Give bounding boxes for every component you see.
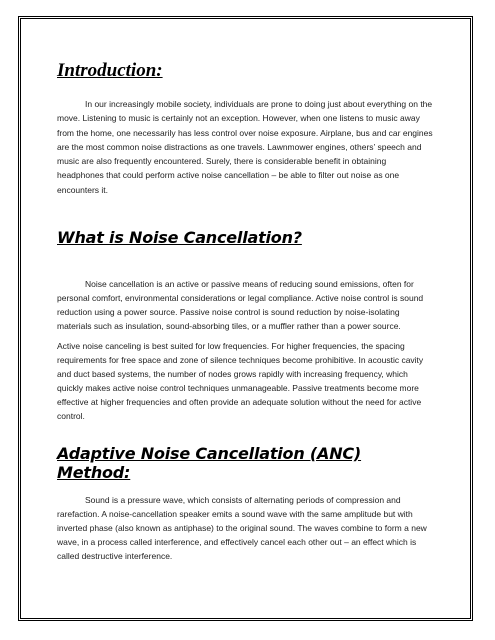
noise-cancellation-paragraph-2: Active noise canceling is best suited for low frequencies. For higher frequencies, the spacing requirements for free space and zone of silence techniques become prohibitive. In acoustic cavity and duct based systems, the number of nodes grows rapidly with increasing frequency, which quickly makes active noise control techniques unmanageable. Passive treatments become more effective at higher frequencies and often provide an adequate solution without the need for active control. <box>57 341 424 421</box>
noise-cancellation-paragraph-1: Noise cancellation is an active or passive means of reducing sound emissions, often for personal comfort, environmental considerations or legal compliance. Active noise control is sound reduction using a power source. Passive noise control is sound reduction by noise-isolating materials such as insulation, sound-absorbing tiles, or a muffler rather than a power source. <box>57 279 424 331</box>
introduction-paragraph: In our increasingly mobile society, individuals are prone to doing just about everything on the move. Listening to music is certainly not an exception. However, when one listens to music away from the home, one necessarily has less control over noise exposure. Airplane, bus and car engines are the most common noise distractions as one travels. Lawnmower engines, others’ speech and music are also frequently encountered. Surely, there is considerable benefit in obtaining headphones that could perform active noise cancellation – be able to filter out noise as one encounters it. <box>57 99 433 195</box>
noise-cancellation-heading: What is Noise Cancellation? <box>57 228 302 247</box>
anc-method-paragraph: Sound is a pressure wave, which consists of alternating periods of compression and rarefaction. A noise-cancellation speaker emits a sound wave with the same amplitude but with inverted phase (also known as antiphase) to the original sound. The waves combine to form a new wave, in a process called interference, and effectively cancel each other out – an effect which is called destructive interference. <box>57 495 427 561</box>
anc-method-heading: Adaptive Noise Cancellation (ANC) Method: <box>57 444 362 482</box>
introduction-heading: Introduction: <box>57 60 163 81</box>
